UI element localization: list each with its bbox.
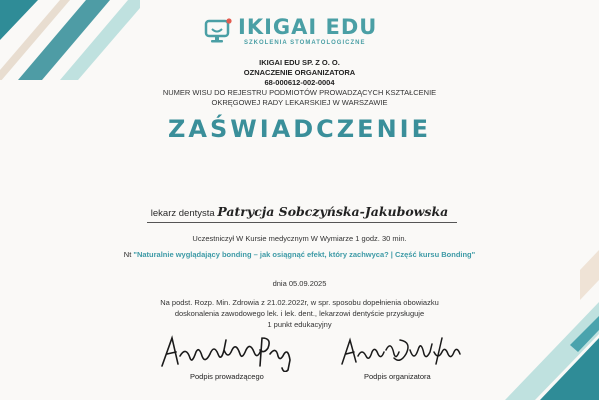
logo-title: IKIGAI EDU <box>238 15 378 39</box>
organizer-id: 68-000612-002-0004 <box>264 78 335 87</box>
logo-subtitle: SZKOLENIA STOMATOLOGICZNE <box>244 40 366 46</box>
logo <box>203 15 403 51</box>
right-signature-caption: Podpis organizatora <box>364 372 431 381</box>
organizer-label: OZNACZENIE ORGANIZATORA <box>243 68 356 77</box>
registry-line-1: NUMER WISU DO REJESTRU PODMIOTÓW PROWADZĄCYCH KSZTAŁCENIE <box>162 88 437 97</box>
monitor-icon <box>203 17 233 45</box>
legal-line-1: Na podst. Rozp. Min. Zdrowia z 21.02.2022r, w spr. sposobu dopełnienia obowiazku <box>160 298 439 307</box>
participation-text: Uczestniczył W Kursie medycznym W Wymiarze 1 godz. 30 min. <box>192 234 407 243</box>
certificate-title: ZAŚWIADCZENIE <box>168 115 431 143</box>
signature-left <box>158 330 303 372</box>
legal-line-3: 1 punkt edukacyjny <box>267 320 332 329</box>
recipient-prefix: lekarz dentysta <box>150 208 215 219</box>
course-line <box>0 250 599 259</box>
left-signature-caption: Podpis prowadzącego <box>190 372 264 381</box>
organizer-company: IKIGAI EDU SP. Z O. O. <box>259 58 340 67</box>
registry-line-2: OKRĘGOWEJ RADY LEKARSKIEJ W WARSZAWIE <box>211 98 388 107</box>
legal-line-2: doskonalenia zawodowego lek. i lek. dent., lekarzowi dentyście przysługuje <box>174 309 425 318</box>
name-underline <box>147 222 457 223</box>
course-title: "Naturalnie wyglądający bonding – jak osiągnąć efekt, który zachwyca? | Część kursu Bonding" <box>133 250 476 259</box>
recipient <box>0 204 599 219</box>
signature-right <box>338 330 468 372</box>
nt-label: Nt <box>123 250 132 259</box>
recipient-name: Patrycja Sobczyńska-Jakubowska <box>217 204 449 219</box>
issue-date: dnia 05.09.2025 <box>272 279 327 288</box>
